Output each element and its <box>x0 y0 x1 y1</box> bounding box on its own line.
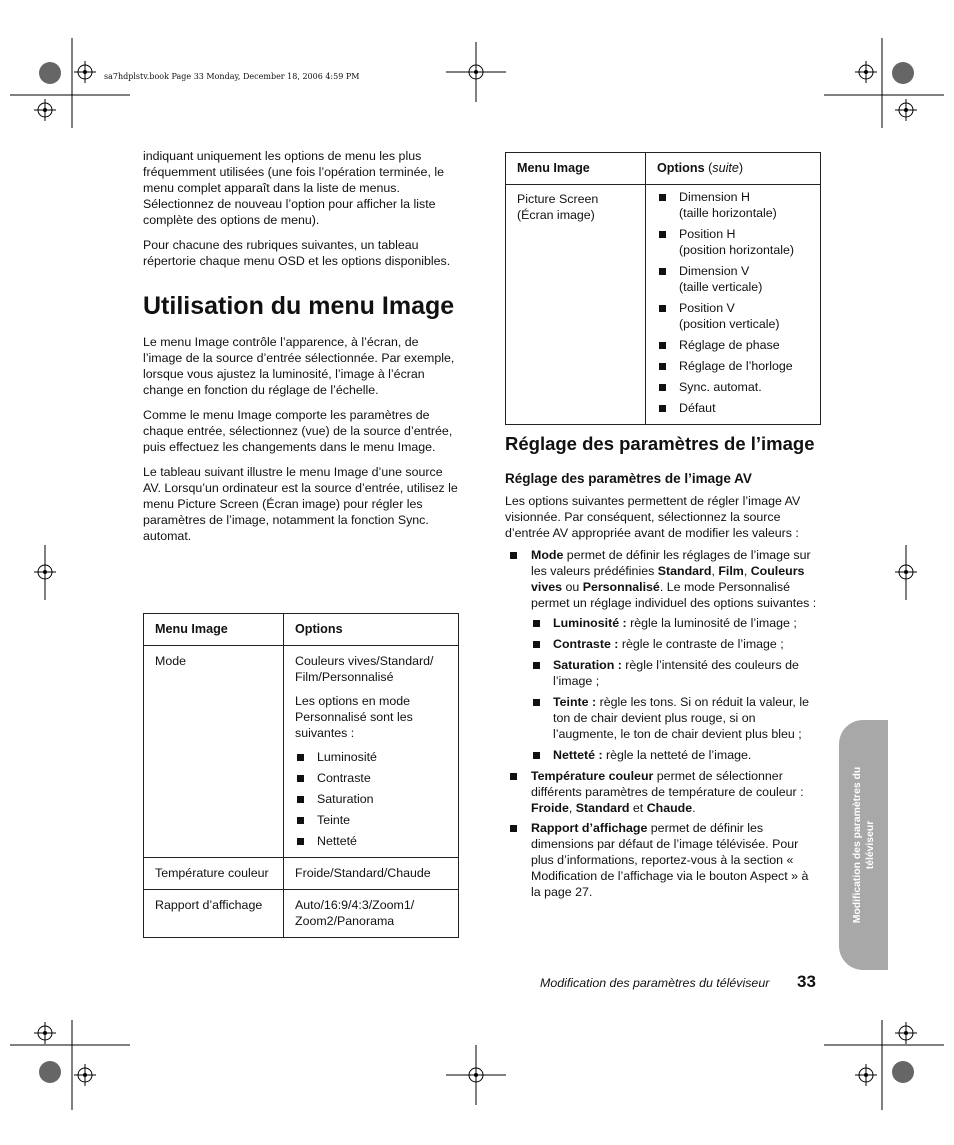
row-label-mode: Mode <box>144 646 284 858</box>
right-column <box>505 432 817 904</box>
right-section-heading: Réglage des paramètres de l’image <box>505 433 815 454</box>
row-options-mode <box>284 646 459 858</box>
list-item: Défaut <box>657 400 808 416</box>
list-item: Dimension H (taille horizontale) <box>657 189 808 221</box>
left-column <box>143 148 458 544</box>
row-label-line-1: Picture Screen <box>517 192 599 206</box>
table-row-picture-screen <box>506 185 821 425</box>
print-header-info: sa7hdplstv.book Page 33 Monday, December 18, 2006 4:59 PM <box>104 72 360 81</box>
list-item: Teinte <box>295 812 446 828</box>
menu-image-table-continued <box>505 152 821 425</box>
right-intro: Les options suivantes permettent de régler l’image AV visionnée. Par conséquent, sélectionnez la source d’entrée AV appropriée avant de modifier les valeurs : <box>505 494 801 540</box>
list-item: Position V (position verticale) <box>657 300 808 332</box>
chapter-side-tab-label: Modification des paramètres du téléviseur <box>852 766 876 924</box>
section-heading: Utilisation du menu Image <box>143 292 455 320</box>
row-label-picture-screen <box>506 185 646 425</box>
mode-option-list <box>295 749 446 849</box>
list-item: Position H (position horizontale) <box>657 226 808 258</box>
paragraph-1: Le menu Image contrôle l’apparence, à l’écran, de l’image de la source d’entrée sélectionnée. Par exemple, lorsque vous ajustez la luminosité, l’image à l’écran change en fonction du réglage de l’échelle. <box>143 335 455 397</box>
paragraph-3: Le tableau suivant illustre le menu Image d’une source AV. Lorsqu’un ordinateur est la source d’entrée, utilisez le menu Picture Screen (Écran image) pour régler les paramètres de l’image, notamment la fonction Sync. automat. <box>143 465 458 543</box>
list-item: Luminosité <box>295 749 446 765</box>
table-header-options: Options (suite) <box>646 153 821 185</box>
mode-values: Couleurs vives/Standard/ Film/Personnalisé <box>295 654 434 684</box>
list-item: Réglage de phase <box>657 337 808 353</box>
row-options-temperature: Froide/Standard/Chaude <box>284 858 459 890</box>
list-item-ratio: Rapport d’affichage permet de définir les dimensions par défaut de l’image télévisée. Pour plus d’informations, reportez-vous à la section « Modification de l’affichage via le bouton Aspect » à la page 27. <box>505 820 817 900</box>
table-header-row <box>506 153 821 185</box>
table-header-options: Options <box>284 614 459 646</box>
row-label-temperature: Température couleur <box>144 858 284 890</box>
table-header-menu: Menu Image <box>144 614 284 646</box>
footer-chapter-title: Modification des paramètres du téléviseur <box>540 976 770 990</box>
page-number: 33 <box>797 972 816 991</box>
list-item-mode: Mode permet de définir les réglages de l’image sur les valeurs prédéfinies Standard, Film, Couleurs vives ou Personnalisé. Le mode Personnalisé permet un réglage individuel des options suivantes : Luminosité : règle la luminosité de l’image ; Contraste : règle le contraste de l’image ; Saturation : règle l’intensité des couleurs de l’image ; Teinte : règle les tons. Si on réduit la valeur, le ton de chair devient plus rouge, si on l’augmente, le ton de chair devient plus bleu ; Netteté : règle la netteté de l’image. <box>505 547 817 763</box>
row-options-picture-screen <box>646 185 821 425</box>
right-subheading: Réglage des paramètres de l’image AV <box>505 471 752 486</box>
list-item: Netteté <box>295 833 446 849</box>
paragraph-2: Comme le menu Image comporte les paramètres de chaque entrée, sélectionnez (vue) de la source d’entrée, puis effectuez les changements dans le menu Image. <box>143 408 453 454</box>
picture-screen-option-list <box>657 189 808 416</box>
table-row-mode <box>144 646 459 858</box>
intro-paragraph-1: indiquant uniquement les options de menu les plus fréquemment utilisées (une fois l’opération terminée, le menu complet apparaît dans la liste de menus. Sélectionnez de nouveau l’option pour afficher la liste complète des options de menu). <box>143 149 444 227</box>
list-item-temperature: Température couleur permet de sélectionner différents paramètres de température de couleur : Froide, Standard et Chaude. <box>505 768 817 816</box>
list-item: Teinte : règle les tons. Si on réduit la valeur, le ton de chair devient plus rouge, si on l’augmente, le ton de chair devient plus bleu ; <box>531 694 817 742</box>
settings-list <box>505 547 817 900</box>
suite-label: suite <box>712 161 739 175</box>
list-item: Contraste <box>295 770 446 786</box>
intro-paragraph-2: Pour chacune des rubriques suivantes, un tableau répertorie chaque menu OSD et les options disponibles. <box>143 238 451 268</box>
list-item: Réglage de l’horloge <box>657 358 808 374</box>
row-label-ratio: Rapport d’affichage <box>144 890 284 938</box>
list-item: Saturation : règle l’intensité des couleurs de l’image ; <box>531 657 817 689</box>
table-header-menu: Menu Image <box>506 153 646 185</box>
list-item: Saturation <box>295 791 446 807</box>
row-options-ratio: Auto/16:9/4:3/Zoom1/ Zoom2/Panorama <box>284 890 459 938</box>
options-label: Options <box>657 161 705 175</box>
list-item: Sync. automat. <box>657 379 808 395</box>
table-header-row <box>144 614 459 646</box>
mode-note: Les options en mode Personnalisé sont les suivantes : <box>295 694 413 740</box>
mode-sub-list <box>531 615 817 763</box>
menu-image-table <box>143 613 459 938</box>
list-item: Netteté : règle la netteté de l’image. <box>531 747 817 763</box>
list-item: Dimension V (taille verticale) <box>657 263 808 295</box>
list-item: Luminosité : règle la luminosité de l’image ; <box>531 615 817 631</box>
table-row-ratio <box>144 890 459 938</box>
table-row-temperature <box>144 858 459 890</box>
row-label-line-2: (Écran image) <box>517 208 595 222</box>
list-item: Contraste : règle le contraste de l’image ; <box>531 636 817 652</box>
